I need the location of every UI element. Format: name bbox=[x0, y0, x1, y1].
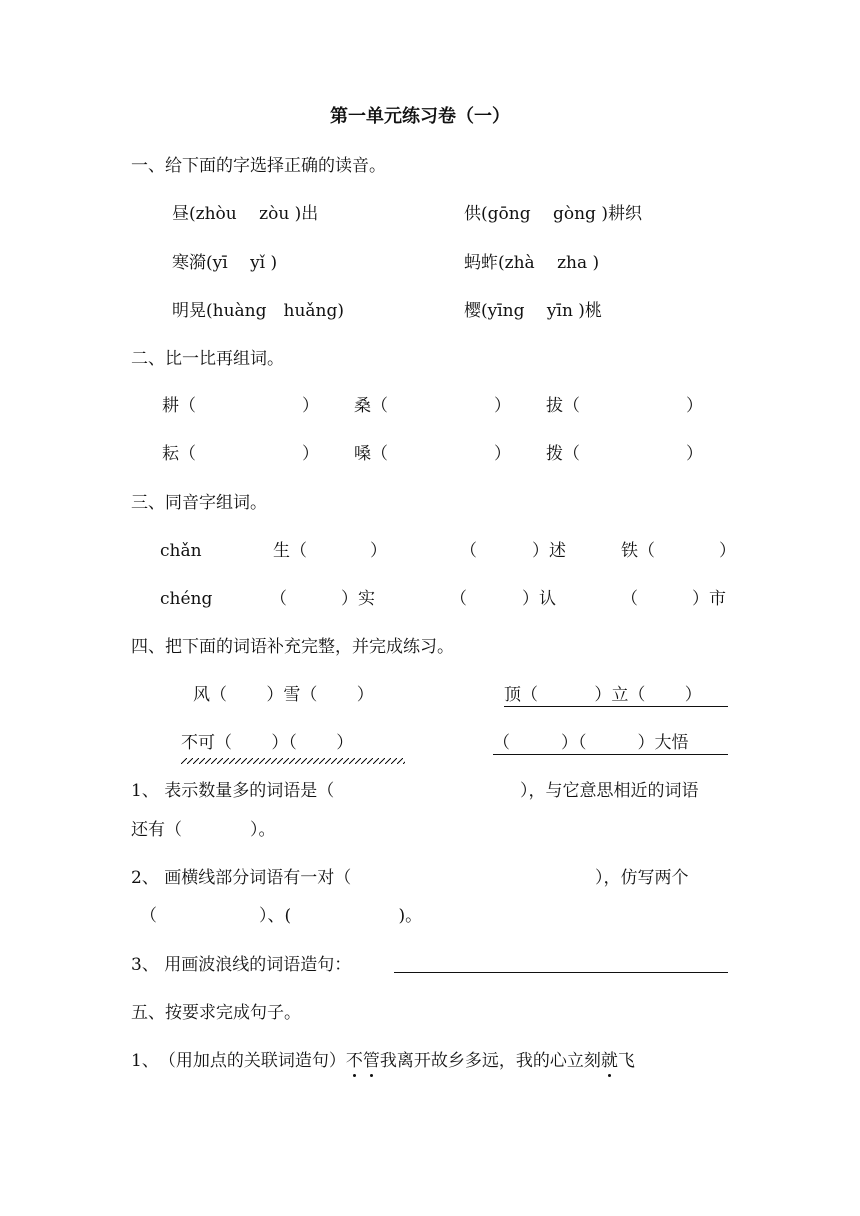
answer-line bbox=[394, 972, 728, 973]
compare-char: 耕（ bbox=[162, 396, 196, 416]
dotted-char: 不 bbox=[345, 1051, 363, 1071]
paren-open: （ bbox=[450, 589, 467, 609]
section-3-heading: 三、同音字组词。 bbox=[131, 493, 267, 513]
compare-char: 嗓（ bbox=[354, 444, 388, 464]
section-4-heading: 四、把下面的词语补充完整，并完成练习。 bbox=[131, 637, 454, 657]
compare-char: 桑（ bbox=[354, 396, 388, 416]
fill-blank: ）市 bbox=[692, 589, 726, 609]
idiom-blank-3: 不可（ ）（ ） bbox=[181, 733, 354, 753]
question-2-end: ），仿写两个 bbox=[595, 868, 689, 888]
question-5-1 bbox=[131, 1050, 635, 1072]
pinyin-item-6: 樱(yīng yīn )桃 bbox=[464, 301, 602, 321]
paren-close: ） bbox=[686, 396, 703, 416]
sentence-text-end: 飞 bbox=[617, 1051, 635, 1071]
question-1-cont: 还有（ ）。 bbox=[131, 820, 276, 840]
page-title: 第一单元练习卷（一） bbox=[330, 106, 510, 127]
paren-close: ） bbox=[494, 444, 511, 464]
fill-blank: 铁（ bbox=[621, 541, 655, 561]
dotted-char: 管 bbox=[362, 1051, 380, 1071]
sentence-text: 我离开故乡多远，我的心立刻 bbox=[379, 1051, 601, 1071]
pinyin-label: chéng bbox=[160, 589, 213, 609]
fill-blank: ）认 bbox=[522, 589, 556, 609]
fill-blank: ）实 bbox=[341, 589, 375, 609]
section-2-heading: 二、比一比再组词。 bbox=[131, 349, 284, 369]
compare-char: 耘（ bbox=[162, 444, 196, 464]
question-2-cont: （ ）、( )。 bbox=[140, 906, 423, 926]
pinyin-item-4: 蚂蚱(zhà zha ) bbox=[464, 253, 600, 273]
paren-close: ） bbox=[302, 396, 319, 416]
pinyin-label: chǎn bbox=[160, 541, 202, 561]
paren-open: （ bbox=[460, 541, 477, 561]
pinyin-item-1: 昼(zhòu zòu )出 bbox=[172, 204, 319, 224]
wavy-underline bbox=[181, 758, 405, 764]
question-3: 3、 用画波浪线的词语造句： bbox=[131, 955, 352, 975]
paren-close: ） bbox=[686, 444, 703, 464]
question-1-end: ），与它意思相近的词语 bbox=[520, 781, 699, 801]
question-1-start: 1、 表示数量多的词语是（ bbox=[131, 781, 335, 801]
paren-open: （ bbox=[270, 589, 287, 609]
paren-close: ） bbox=[370, 541, 387, 561]
pinyin-item-2: 供(gōng gòng )耕织 bbox=[464, 204, 642, 224]
paren-close: ） bbox=[302, 444, 319, 464]
fill-blank: 生（ bbox=[273, 541, 307, 561]
dotted-char: 就 bbox=[600, 1051, 618, 1071]
section-1-heading: 一、给下面的字选择正确的读音。 bbox=[131, 156, 386, 176]
question-2-start: 2、 画横线部分词语有一对（ bbox=[131, 868, 352, 888]
question-5-1-prefix: 1、 （用加点的关联词造句） bbox=[131, 1051, 346, 1071]
pinyin-item-3: 寒漪(yī yǐ ) bbox=[172, 253, 278, 273]
compare-char: 拨（ bbox=[546, 444, 580, 464]
paren-open: （ bbox=[621, 589, 638, 609]
section-5-heading: 五、按要求完成句子。 bbox=[131, 1003, 301, 1023]
paren-close: ） bbox=[494, 396, 511, 416]
compare-char: 拔（ bbox=[546, 396, 580, 416]
idiom-blank-4-underlined: （ ）（ ）大悟 bbox=[493, 732, 728, 755]
pinyin-item-5: 明晃(huàng huǎng) bbox=[172, 301, 344, 321]
fill-blank: ）述 bbox=[532, 541, 566, 561]
idiom-blank-1: 风（ ）雪（ ） bbox=[193, 685, 374, 705]
paren-close: ） bbox=[719, 541, 736, 561]
idiom-blank-2-underlined: 顶（ ）立（ ） bbox=[504, 684, 728, 707]
